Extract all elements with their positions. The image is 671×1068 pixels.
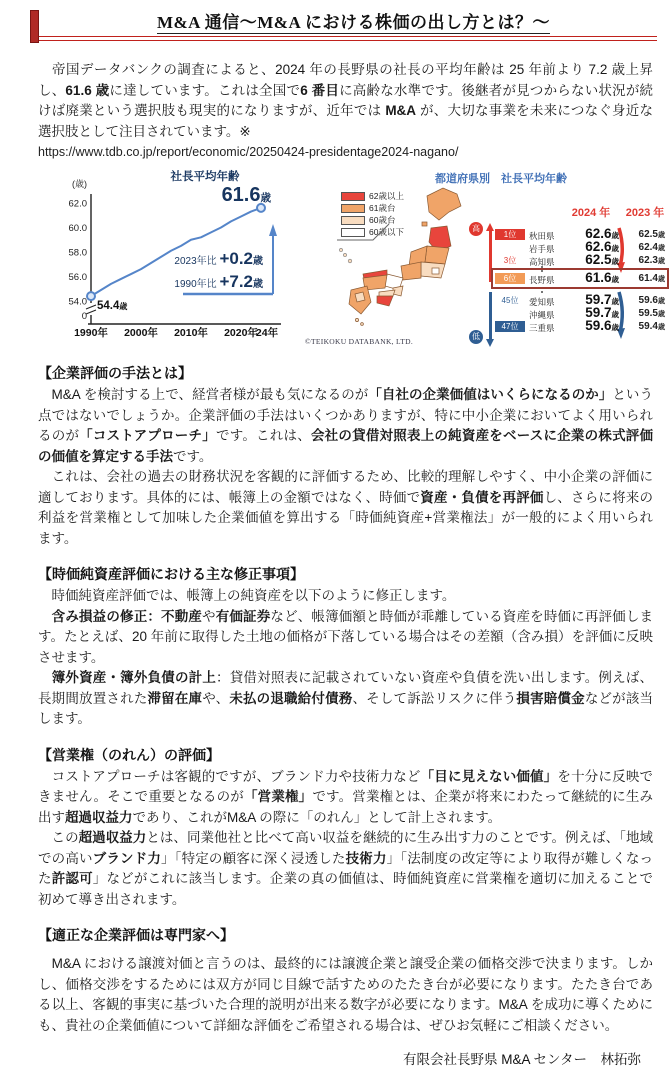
section-paragraph: [38, 586, 653, 607]
section-paragraph: [38, 607, 653, 669]
legend-label: 62歳以上: [369, 191, 404, 201]
body-text: です。: [173, 448, 213, 464]
svg-text:2010年: 2010年: [174, 327, 208, 339]
ranking-row: [467, 254, 667, 267]
value-2024: 59.7歳: [585, 305, 619, 320]
emphasized-text: 6 番目: [300, 82, 340, 98]
emphasized-text: 超過収益力: [65, 809, 133, 825]
column-header-2024: 2024 年: [571, 207, 611, 219]
newsletter-page: [0, 8, 671, 1067]
emphasized-text: ブランド力: [92, 850, 162, 866]
svg-text:社長平均年齢: 社長平均年齢: [170, 171, 240, 183]
emphasized-text: 資産・負債を再評価: [420, 489, 544, 505]
high-marker: 高: [469, 222, 483, 236]
okinawa-inset-border: [337, 224, 389, 240]
value-2024: 62.6歳: [585, 226, 619, 241]
prefecture-map-chart: [335, 168, 667, 348]
section-valuation-methods: [38, 363, 653, 549]
prefecture-name: 岩手県: [529, 244, 555, 254]
section-paragraph: [38, 668, 653, 730]
emphasized-text: 簿外資産・簿外負債の計上: [51, 670, 217, 685]
svg-text:56.0: 56.0: [68, 272, 87, 283]
prefecture-name: 秋田県: [529, 231, 555, 241]
section-heading: 【企業評価の手法とは】: [38, 365, 192, 381]
body-text: 帝国データバンクの調査によると、2024 年の長野県の社長の平均年齢は 25 年前より 7.2 歳上昇し、: [38, 62, 653, 98]
emphasized-text: 会社の貸借対照表上の純資産をベースに企業の株式評価の価値を算定する手法: [38, 428, 654, 464]
body-text: とは、同業他社と比べて高い収益を継続的に生み出す力のことです。例えば、「地域での高い: [38, 830, 654, 866]
ranking-row: [467, 320, 667, 333]
svg-text:62.0: 62.0: [68, 198, 87, 210]
body-text: という点ではないでしょうか。企業評価の手法はいくつかありますが、特に中小企業においてよく用いられるのが: [38, 387, 653, 443]
body-text: や: [202, 608, 216, 624]
emphasized-text: 61.6 歳: [65, 82, 110, 98]
prefecture-name: 高知県: [529, 257, 555, 267]
value-2023: 59.5歳: [638, 308, 665, 319]
rank-badge: 45位: [501, 296, 519, 305]
header-rule-bottom: [39, 40, 657, 41]
body-text: ：貸借対照表に記載されていない資産や負債を洗い出します。例えば、長期間放置された: [38, 670, 654, 706]
header-accent-bar: [30, 10, 39, 43]
emphasized-text: 「自社の企業価値はいくらになるのか」: [368, 387, 613, 402]
svg-text:54.0: 54.0: [68, 296, 87, 308]
section-paragraph: [38, 467, 653, 549]
body-text: です。これは、: [215, 428, 311, 443]
axis-break-icon: [86, 305, 96, 314]
body-text: M&A における譲渡対価と言うのは、最終的には譲渡企業と譲受企業の価格交渉で決まります。しかし、価格交渉をするためには双方が同じ目線で話すためのたたき台が必要になります。たたき台である以上、客観的事実に基づいた合理的説明が出来る数字が必要になります。M&A を成功に導くためにも、貴社の企業価値について詳細な評価をご希望される場合は、ぜひお気軽にご相談ください。: [38, 956, 653, 1033]
body-text: が、大切な事業を未来につなぐ身近な選択肢として注目されています。※: [38, 103, 654, 139]
rank-badge: 47位: [495, 321, 525, 332]
rank-badge: 6位: [495, 273, 525, 284]
body-text: 」などがこれに該当します。企業の真の価値は、時価純資産に営業権を適切に加えることで初めて導き出されます。: [38, 871, 654, 907]
signature: 有限会社長野県 M&A センター 林拓弥: [403, 1052, 641, 1067]
emphasized-text: 技術力: [345, 850, 387, 866]
body-text: 、そして訴訟リスクに伴う: [352, 690, 517, 706]
body-text: [38, 609, 52, 624]
body-text: を十分に反映できません。そこで重要となるのが: [38, 768, 653, 804]
value-2023: 62.4歳: [638, 242, 665, 253]
prefecture-name: 沖縄県: [529, 310, 555, 320]
rank-badge: 1位: [495, 229, 525, 240]
body-text: や、: [202, 690, 230, 706]
emphasized-text: 有価証券: [215, 608, 271, 624]
value-2023: 62.3歳: [638, 255, 665, 266]
prefecture-name: 長野県: [529, 275, 555, 285]
body-text: など、帳簿価額と時価が乖離している資産を時価に再評価します。たとえば、20 年前に取得した土地の価格が下落している場合はその差額（含み損）を評価に反映させます。: [38, 608, 654, 665]
ranking-row: [467, 272, 667, 285]
section-heading: 【営業権（のれん）の評価】: [38, 746, 220, 763]
legend-label: 60歳以下: [369, 227, 404, 237]
chart-dynamic-layer: [69, 169, 279, 339]
prefecture-name: 愛知県: [529, 297, 555, 307]
body-text: であり、これがM&A の際に「のれん」として計上されます。: [132, 809, 502, 825]
section-paragraph: [38, 828, 653, 910]
svg-text:1990年: 1990年: [74, 327, 108, 339]
body-text: に高齢な水準です。後継者が見つからない状況が続けば廃業という選択肢も現実的になりますが、近年では: [38, 82, 654, 118]
svg-text:0: 0: [81, 311, 87, 322]
chart-source: ©TEIKOKU DATABANK, LTD.: [305, 337, 413, 346]
line-chart-svg: [33, 168, 333, 340]
body-text: M&A を検討する上で、経営者様が最も気になるのが: [38, 387, 369, 402]
body-text: 時価純資産評価では、帳簿上の純資産を以下のように修正します。: [38, 588, 456, 603]
ranking-table: [467, 204, 667, 348]
header-rule-top: [39, 36, 657, 37]
column-header-2023: 2023 年: [625, 207, 665, 219]
body-text: 」「特定の顧客に深く浸透した: [161, 850, 346, 866]
okinawa-islands: [339, 248, 351, 262]
low-marker: 低: [469, 330, 483, 344]
section-heading: 【適正な企業評価は専門家へ】: [38, 927, 234, 943]
legend-label: 61歳台: [369, 203, 396, 213]
figures-row: [0, 168, 671, 348]
svg-text:2023年比 +0.2歳: 2023年比 +0.2歳: [174, 249, 263, 268]
emphasized-text: 損害賠償金: [516, 690, 585, 706]
section-adjustments: [38, 564, 653, 730]
body-text: [38, 670, 52, 685]
svg-text:61.6歳: 61.6歳: [221, 184, 271, 206]
value-2024: 61.6歳: [585, 270, 619, 285]
emphasized-text: 許認可: [51, 871, 93, 886]
section-heading: 【時価純資産評価における主な修正事項】: [38, 566, 304, 582]
svg-text:(歳): (歳): [72, 179, 87, 189]
svg-text:54.4歳: 54.4歳: [97, 300, 128, 312]
emphasized-text: M&A: [385, 103, 417, 118]
emphasized-text: 「営業権」: [243, 789, 313, 804]
rank-badge: [495, 308, 525, 319]
section-consult-experts: [38, 925, 653, 1036]
emphasized-text: 滞留在庫: [147, 690, 203, 706]
value-2023: 59.4歳: [638, 321, 665, 332]
prefecture-name: 三重県: [529, 323, 555, 333]
body-text: などが該当します。: [38, 690, 654, 726]
svg-text:58.0: 58.0: [68, 247, 87, 259]
map-title: 都道府県別 社長平均年齢: [435, 173, 567, 185]
value-2024: 59.6歳: [585, 318, 619, 333]
section-paragraph: [38, 385, 653, 467]
body-text: これは、会社の過去の財務状況を客観的に評価するため、比較的理解しやすく、中小企業の評価に適しております。具体的には、帳簿上の金額ではなく、時価で: [38, 469, 653, 505]
value-2023: 59.6歳: [638, 295, 665, 306]
value-2023: 61.4歳: [638, 273, 665, 284]
body-text: し、さらに将来の利益を営業権として加味した企業価値を算出する「時価純資産+営業権法」が一般的によく用いられます。: [38, 489, 654, 546]
value-2024: 62.5歳: [585, 252, 619, 267]
body-text: この: [38, 830, 79, 845]
emphasized-text: 「コストアプローチ」: [79, 428, 216, 443]
header: [30, 8, 657, 48]
svg-text:60.0: 60.0: [68, 223, 87, 234]
legend-label: 60歳台: [369, 215, 396, 225]
emphasized-text: 超過収益力: [78, 830, 147, 845]
section-paragraph: [38, 954, 653, 1036]
body-text: コストアプローチは客観的ですが、ブランド力や技術力など: [38, 768, 421, 784]
svg-text:2000年: 2000年: [124, 327, 158, 339]
value-2024: 59.7歳: [585, 292, 619, 307]
value-2024: 62.6歳: [585, 239, 619, 254]
page-title: M&A 通信～M&A における株価の出し方とは？～: [156, 13, 551, 32]
section-paragraph: [38, 767, 653, 829]
rank-badge: [495, 242, 525, 253]
value-2023: 62.5歳: [638, 229, 665, 240]
svg-text:1990年比 +7.2歳: 1990年比 +7.2歳: [174, 272, 263, 291]
svg-text:24年: 24年: [255, 327, 279, 339]
japan-map-icon: [335, 182, 485, 332]
section-goodwill: [38, 745, 653, 911]
rank-badge: 3位: [503, 256, 517, 265]
source-url[interactable]: https://www.tdb.co.jp/report/economic/20250424-presidentage2024-nagano/: [38, 145, 459, 159]
emphasized-text: 含み損益の修正：不動産: [51, 608, 203, 624]
body-text: 」「法制度の改定等により取得が難しくなった: [38, 850, 654, 886]
svg-text:2020年: 2020年: [224, 327, 258, 339]
emphasized-text: 未払の退職給付債務: [229, 690, 353, 706]
body-text: に達しています。これは全国で: [109, 82, 301, 98]
emphasized-text: 「目に見えない価値」: [420, 768, 558, 784]
intro-paragraph: [38, 60, 653, 142]
body-text: です。営業権とは、企業が将来にわたって継続的に生み出す: [38, 789, 654, 825]
